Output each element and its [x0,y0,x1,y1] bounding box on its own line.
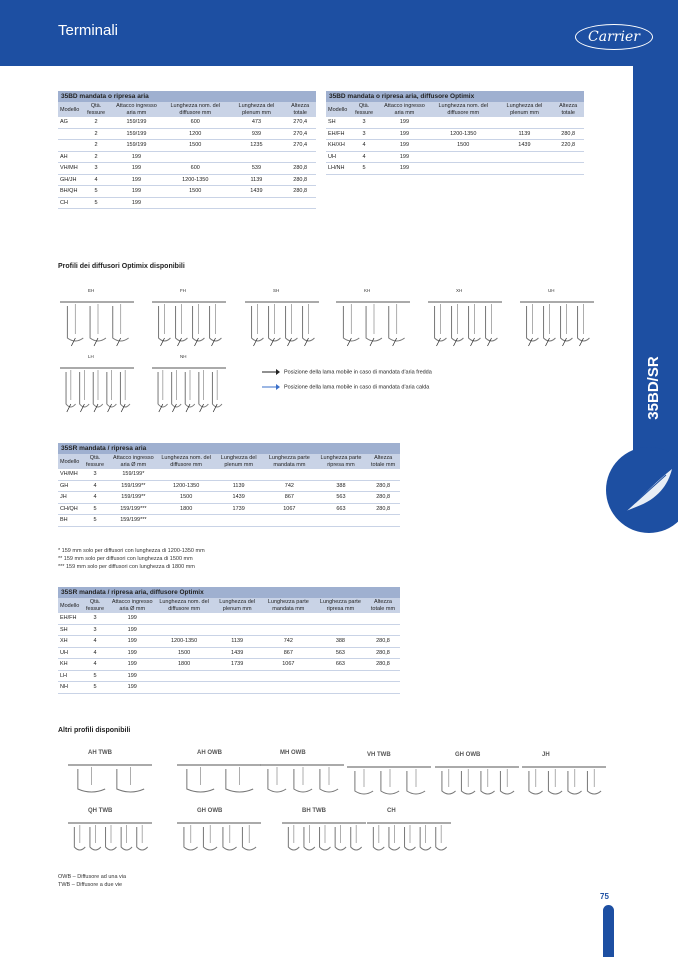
table-row [58,117,316,128]
diffuser-drawing [66,759,154,804]
table-cell: 1439 [229,186,285,198]
table-35sr-optimix [58,587,400,694]
table-cell: XH [58,636,81,648]
table-row [58,682,400,694]
table-cell: CH [58,197,81,209]
table-row [326,140,584,152]
profile-label: EH [88,288,95,293]
diffuser-drawing [280,817,368,862]
table-cell: 4 [81,659,109,671]
column-header: Modello [326,102,349,117]
table-cell: 1200 [162,128,229,140]
column-header: Modello [58,598,81,613]
table-cell: 159/199* [109,469,158,480]
table-cell: 280,8 [552,128,584,140]
table-cell [366,682,400,694]
table-cell: UH [326,151,349,163]
table-cell: 159/199 [111,128,162,140]
profile-label: NH [180,354,187,359]
table-cell [497,151,553,163]
diffuser-drawing [58,296,136,353]
table-cell: 199 [109,624,156,636]
column-header: Lunghezza del plenum mm [214,454,263,469]
table-row [58,636,400,648]
table-cell [430,163,497,175]
carrier-logo: Carrier [575,24,653,50]
table-cell: AH [58,151,81,163]
table-cell [316,469,367,480]
column-header: Lunghezza parte ripresa mm [315,598,366,613]
table-row [58,503,400,515]
page-number: 75 [600,892,609,901]
table-row [58,624,400,636]
column-header: Lunghezza del plenum mm [229,102,285,117]
table-cell: 159/199 [111,117,162,128]
table-cell: 2 [81,128,111,140]
table-cell [366,613,400,624]
profile-label: JH [542,752,550,758]
table-row [58,515,400,527]
table-cell [262,670,315,682]
column-header: Qtà. fessure [349,102,379,117]
table-cell [229,197,285,209]
table-cell: 1139 [214,480,263,492]
table-cell: BH [58,515,81,527]
table-cell: 3 [349,117,379,128]
table-row [58,140,316,152]
table-cell: 3 [81,163,111,175]
table-row [58,186,316,198]
table-cell: 1500 [162,186,229,198]
table-cell: 159/199*** [109,503,158,515]
table-cell [58,128,81,140]
table-cell: 1139 [497,128,553,140]
column-header: Altezza totale [552,102,584,117]
table-cell: 1500 [162,140,229,152]
table-cell: 563 [316,492,367,504]
table-cell [58,140,81,152]
table-cell: GH/JH [58,174,81,186]
table-cell: JH [58,492,81,504]
table-cell [366,469,400,480]
table-cell: CH/QH [58,503,81,515]
table-cell: 473 [229,117,285,128]
table-cell: VH/MH [58,163,81,175]
table-cell [366,624,400,636]
footnote: *** 159 mm solo per diffusori con lunghezza di 1800 mm [58,564,195,570]
table-cell [213,670,262,682]
table-cell: AG [58,117,81,128]
table-cell: 388 [316,480,367,492]
optimix-title: Profili dei diffusori Optimix disponibili [58,263,185,270]
note-owb: OWB – Diffusore ad una via [58,874,127,880]
arrow-black-icon [262,369,280,375]
column-header: Lunghezza nom. del diffusore mm [430,102,497,117]
table-cell: EH/FH [326,128,349,140]
table-cell: 1739 [213,659,262,671]
profile-label: AH TWB [88,750,112,756]
table-cell [156,613,213,624]
diffuser-drawing [66,817,154,862]
column-header: Lunghezza parte mandata mm [263,454,316,469]
table-cell: 867 [263,492,316,504]
table-cell: 600 [162,117,229,128]
table-cell [497,163,553,175]
table-cell [430,151,497,163]
table-cell: 1200-1350 [156,636,213,648]
table-row [58,151,316,163]
table-cell: 3 [349,128,379,140]
profile-label: BH TWB [302,808,326,814]
table-cell: 1139 [229,174,285,186]
table-cell [213,682,262,694]
table-caption: 35BD mandata o ripresa aria [58,91,316,102]
table-cell: 199 [111,197,162,209]
table-row [58,480,400,492]
table-cell: LH/NH [326,163,349,175]
table-cell [316,515,367,527]
table-cell: 199 [111,174,162,186]
table-row [58,613,400,624]
table-cell: 199 [111,151,162,163]
table-cell: SH [326,117,349,128]
altri-title: Altri profili disponibili [58,727,131,734]
column-header: Attacco ingresso aria Ø mm [109,598,156,613]
table-row [58,647,400,659]
column-header: Altezza totale mm [366,454,400,469]
profile-label: QH TWB [88,808,113,814]
column-header: Attacco ingresso aria mm [379,102,430,117]
table-cell: 1200-1350 [158,480,214,492]
table-cell: 1800 [158,503,214,515]
table-cell: 270,4 [284,128,316,140]
table-cell [158,469,214,480]
table-cell: 199 [109,613,156,624]
table-caption: 35SR mandata / ripresa aria, diffusore Optimix [58,587,400,598]
legend-cold: Posizione della lama mobile in caso di mandata d'aria fredda [262,369,432,375]
table-35sr [58,443,400,527]
table-cell: UH [58,647,81,659]
column-header: Lunghezza nom. del diffusore mm [162,102,229,117]
table-cell: 600 [162,163,229,175]
arrow-blue-icon [262,384,280,390]
table-cell: 5 [81,197,111,209]
page-title: Terminali [58,22,119,39]
table-cell [284,151,316,163]
table-cell: 3 [81,469,108,480]
table-cell: 663 [316,503,367,515]
table-cell: 1235 [229,140,285,152]
table-cell: 1439 [214,492,263,504]
table-cell [214,469,263,480]
table-cell: 220,8 [552,140,584,152]
profile-label: LH [88,354,94,359]
table-cell: 5 [81,503,108,515]
column-header: Attacco ingresso aria mm [111,102,162,117]
column-header: Modello [58,102,81,117]
table-cell: 5 [81,186,111,198]
footnote: * 159 mm solo per diffusori con lunghezza di 1200-1350 mm [58,548,205,554]
table-cell: 4 [81,480,108,492]
table-cell: 159/199 [111,140,162,152]
table-row [58,128,316,140]
table-cell: 1800 [156,659,213,671]
table-cell: 5 [81,682,109,694]
table-cell: 159/199** [109,492,158,504]
table-cell: 280,8 [366,503,400,515]
feather-badge [606,447,678,533]
profile-label: CH [387,808,396,814]
table-cell [315,624,366,636]
table-cell [366,515,400,527]
table-cell: 563 [315,647,366,659]
diffuser-drawing [243,296,321,353]
column-header: Lunghezza nom. del diffusore mm [158,454,214,469]
table-cell: 1200-1350 [430,128,497,140]
profile-label: KH [364,288,371,293]
table-cell [263,469,316,480]
table-row [58,670,400,682]
legend-warm: Posizione della lama mobile in caso di mandata d'aria calda [262,384,429,390]
table-cell: 1439 [213,647,262,659]
diffuser-drawing [258,759,346,804]
table-cell [315,670,366,682]
profile-label: UH [548,288,555,293]
table-cell: 199 [109,670,156,682]
table-cell [213,624,262,636]
table-cell [214,515,263,527]
table-35bd [58,91,316,209]
table-cell: 4 [349,151,379,163]
diffuser-drawing [365,817,453,862]
page-tab [603,905,614,957]
table-row [58,469,400,480]
table-cell: LH [58,670,81,682]
table-cell: 199 [111,186,162,198]
column-header: Altezza totale mm [366,598,400,613]
column-header: Lunghezza parte ripresa mm [316,454,367,469]
table-cell: 199 [109,636,156,648]
table-cell: 1439 [497,140,553,152]
table-cell: 159/199** [109,480,158,492]
diffuser-drawing [345,761,433,806]
table-cell [162,151,229,163]
table-cell: 270,4 [284,140,316,152]
table-cell: 270,4 [284,117,316,128]
table-cell: 199 [379,140,430,152]
table-cell: 199 [109,647,156,659]
diffuser-drawing [175,759,263,804]
table-cell: 159/199*** [109,515,158,527]
table-cell: 4 [349,140,379,152]
diffuser-drawing [520,761,608,806]
table-cell: 199 [379,151,430,163]
profile-label: VH TWB [367,752,391,758]
table-cell [262,613,315,624]
table-cell: 2 [81,140,111,152]
note-twb: TWB – Diffusore a due vie [58,882,123,888]
column-header: Altezza totale [284,102,316,117]
table-cell [156,624,213,636]
table-cell: 2 [81,151,111,163]
table-cell: 742 [263,480,316,492]
table-row [326,128,584,140]
diffuser-drawing [433,761,521,806]
table-cell: 5 [81,670,109,682]
table-cell: 199 [379,117,430,128]
profile-label: MH OWB [280,750,306,756]
side-label: 35BD/SR [645,356,662,420]
column-header: Lunghezza del plenum mm [497,102,553,117]
table-cell: EH/FH [58,613,81,624]
table-cell [284,197,316,209]
profile-label: FH [180,288,186,293]
table-row [326,151,584,163]
table-cell [366,670,400,682]
table-caption: 35BD mandata o ripresa aria, diffusore Optimix [326,91,584,102]
table-cell: SH [58,624,81,636]
diffuser-drawing [150,362,228,419]
table-cell: BH/QH [58,186,81,198]
table-cell [552,163,584,175]
table-cell: 199 [379,163,430,175]
table-cell: 199 [379,128,430,140]
table-row [58,492,400,504]
column-header: Lunghezza del plenum mm [213,598,262,613]
diffuser-drawing [150,296,228,353]
table-cell: 1500 [430,140,497,152]
table-cell [213,613,262,624]
table-cell: 3 [81,613,109,624]
table-cell: 1067 [263,503,316,515]
table-cell: 280,8 [366,636,400,648]
profile-label: XH [456,288,463,293]
table-cell: 1139 [213,636,262,648]
table-row [326,117,584,128]
table-cell [263,515,316,527]
table-cell: 3 [81,624,109,636]
table-cell: 2 [81,117,111,128]
column-header: Modello [58,454,81,469]
feather-icon [622,465,676,515]
table-cell [156,682,213,694]
table-row [58,174,316,186]
table-cell: 199 [109,659,156,671]
column-header: Lunghezza nom. del diffusore mm [156,598,213,613]
table-35bd-optimix [326,91,584,175]
table-cell: 939 [229,128,285,140]
table-cell [315,613,366,624]
table-cell [262,682,315,694]
table-cell: 867 [262,647,315,659]
table-cell: 5 [81,515,108,527]
footnote: ** 159 mm solo per diffusori con lunghezza di 1500 mm [58,556,193,562]
profile-label: AH OWB [197,750,222,756]
column-header: Qtà. fessure [81,454,108,469]
table-cell: 5 [349,163,379,175]
diffuser-drawing [334,296,412,353]
table-cell [262,624,315,636]
table-cell [430,117,497,128]
table-row [58,197,316,209]
table-cell: 280,8 [366,647,400,659]
table-cell: 4 [81,492,108,504]
table-cell: 388 [315,636,366,648]
table-cell: KH [58,659,81,671]
table-cell: 280,8 [284,174,316,186]
diffuser-drawing [518,296,596,353]
table-cell: 280,8 [284,186,316,198]
table-cell: VH/MH [58,469,81,480]
table-cell: KH/XH [326,140,349,152]
table-cell: 280,8 [366,659,400,671]
table-cell: 4 [81,636,109,648]
table-cell [315,682,366,694]
table-cell: 663 [315,659,366,671]
table-cell: 4 [81,174,111,186]
column-header: Attacco ingresso aria Ø mm [109,454,158,469]
diffuser-drawing [426,296,504,353]
table-cell [497,117,553,128]
table-row [58,659,400,671]
table-cell: 199 [111,163,162,175]
diffuser-drawing [175,817,263,862]
table-cell: 280,8 [366,480,400,492]
table-cell: 1500 [156,647,213,659]
table-cell: 1500 [158,492,214,504]
column-header: Qtà. fessure [81,102,111,117]
column-header: Lunghezza parte mandata mm [262,598,315,613]
table-cell: 1739 [214,503,263,515]
profile-label: SH [273,288,280,293]
table-cell [162,197,229,209]
table-cell: 1067 [262,659,315,671]
table-cell: 742 [262,636,315,648]
table-row [58,163,316,175]
table-cell: 280,8 [284,163,316,175]
table-row [326,163,584,175]
table-cell: NH [58,682,81,694]
table-cell [552,117,584,128]
table-caption: 35SR mandata / ripresa aria [58,443,400,454]
diffuser-drawing [58,362,136,419]
table-cell: GH [58,480,81,492]
profile-label: GH OWB [197,808,223,814]
table-cell [552,151,584,163]
table-cell: 199 [109,682,156,694]
table-cell: 539 [229,163,285,175]
profile-label: GH OWB [455,752,481,758]
table-cell [158,515,214,527]
table-cell: 4 [81,647,109,659]
table-cell [156,670,213,682]
table-cell: 280,8 [366,492,400,504]
column-header: Qtà. fessure [81,598,109,613]
table-cell [229,151,285,163]
table-cell: 1200-1350 [162,174,229,186]
